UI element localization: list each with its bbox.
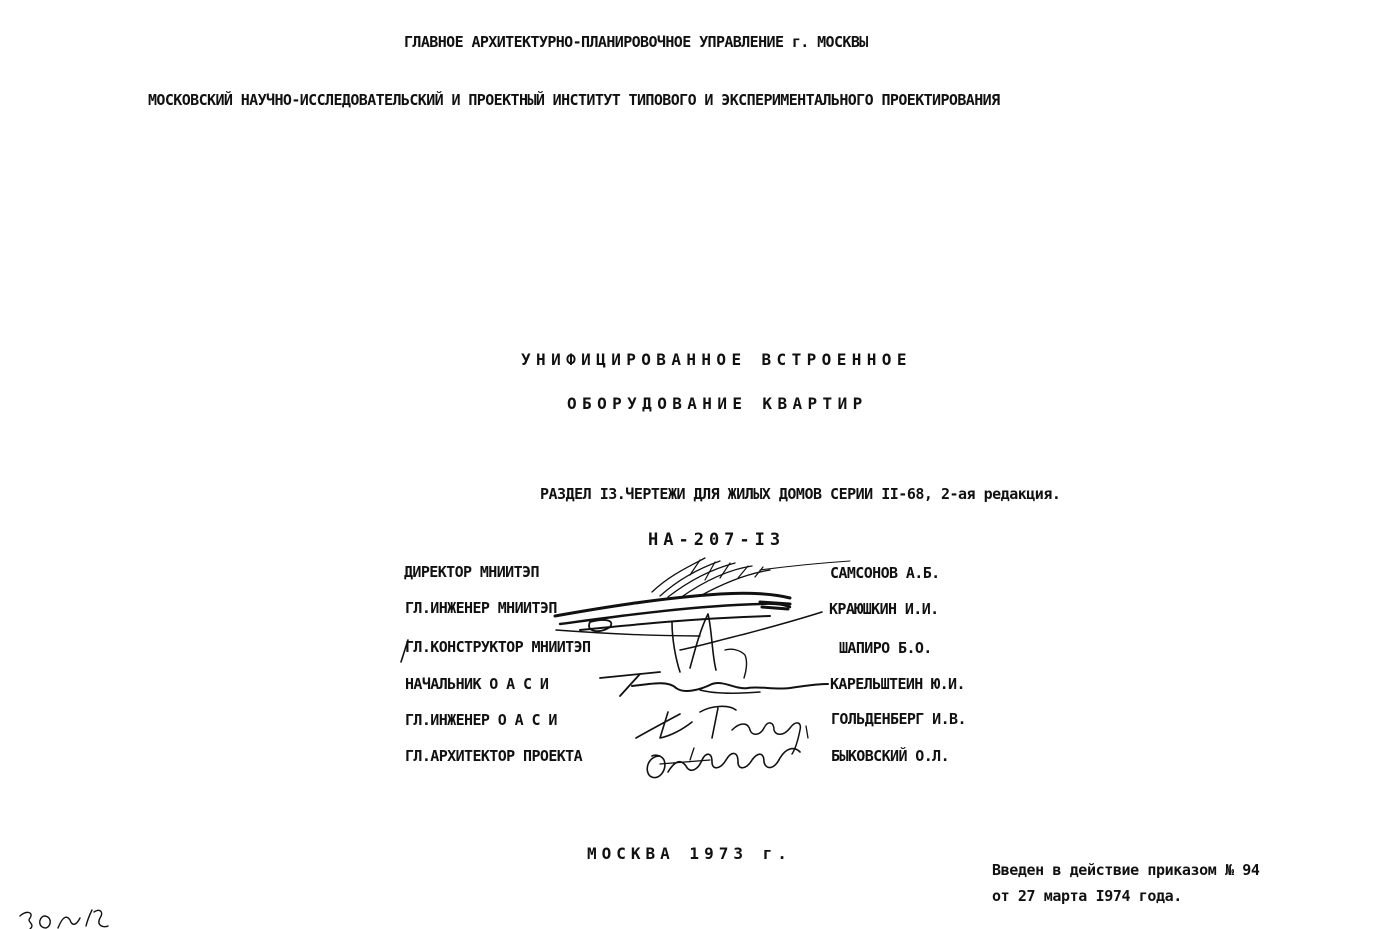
section-description: РАЗДЕЛ I3.ЧЕРТЕЖИ ДЛЯ ЖИЛЫХ ДОМОВ СЕРИИ II-68, 2-ая редакция. [540, 485, 1061, 503]
signature-chief-architect [647, 748, 800, 778]
signatory-name: КАРЕЛЬШТЕИН Ю.И. [830, 675, 965, 693]
signatory-name: ГОЛЬДЕНБЕРГ И.В. [831, 710, 966, 728]
signatory-name: КРАЮШКИН И.И. [829, 600, 939, 618]
signatory-position: ДИРЕКТОР МНИИТЭП [404, 563, 539, 581]
enactment-line-2: от 27 марта I974 года. [992, 887, 1182, 905]
document-title-line-2: ОБОРУДОВАНИЕ КВАРТИР [567, 394, 868, 413]
signatory-position: НАЧАЛЬНИК О А С И [405, 675, 549, 693]
signatory-name: САМСОНОВ А.Б. [830, 564, 940, 582]
signatory-position: ГЛ.ИНЖЕНЕР МНИИТЭП [405, 599, 557, 617]
ministry-heading: ГЛАВНОЕ АРХИТЕКТУРНО-ПЛАНИРОВОЧНОЕ УПРАВЛЕНИЕ г. МОСКВЫ [404, 33, 868, 51]
enactment-line-1: Введен в действие приказом № 94 [992, 861, 1260, 879]
city-and-year: МОСКВА 1973 г. [587, 844, 792, 863]
handwritten-inventory-number [20, 910, 108, 929]
signatory-position: ГЛ.АРХИТЕКТОР ПРОЕКТА [405, 747, 583, 765]
signature-chief-engineer-oasi [636, 706, 808, 754]
signatory-position: ГЛ.ИНЖЕНЕР О А С И [405, 711, 557, 729]
signatory-name: ШАПИРО Б.О. [839, 639, 932, 657]
signature-head-oasi [600, 672, 828, 696]
signatory-position: ГЛ.КОНСТРУКТОР МНИИТЭП [405, 638, 591, 656]
signatory-name: БЫКОВСКИЙ О.Л. [831, 747, 950, 765]
institute-heading: МОСКОВСКИЙ НАУЧНО-ИССЛЕДОВАТЕЛЬСКИЙ И ПРОЕКТНЫЙ ИНСТИТУТ ТИПОВОГО И ЭКСПЕРИМЕНТАЛЬНОГО ПРОЕКТИРОВАНИЯ [148, 91, 1000, 109]
document-code: НА-207-I3 [648, 530, 786, 550]
document-title-line-1: УНИФИЦИРОВАННОЕ ВСТРОЕННОЕ [521, 350, 912, 369]
